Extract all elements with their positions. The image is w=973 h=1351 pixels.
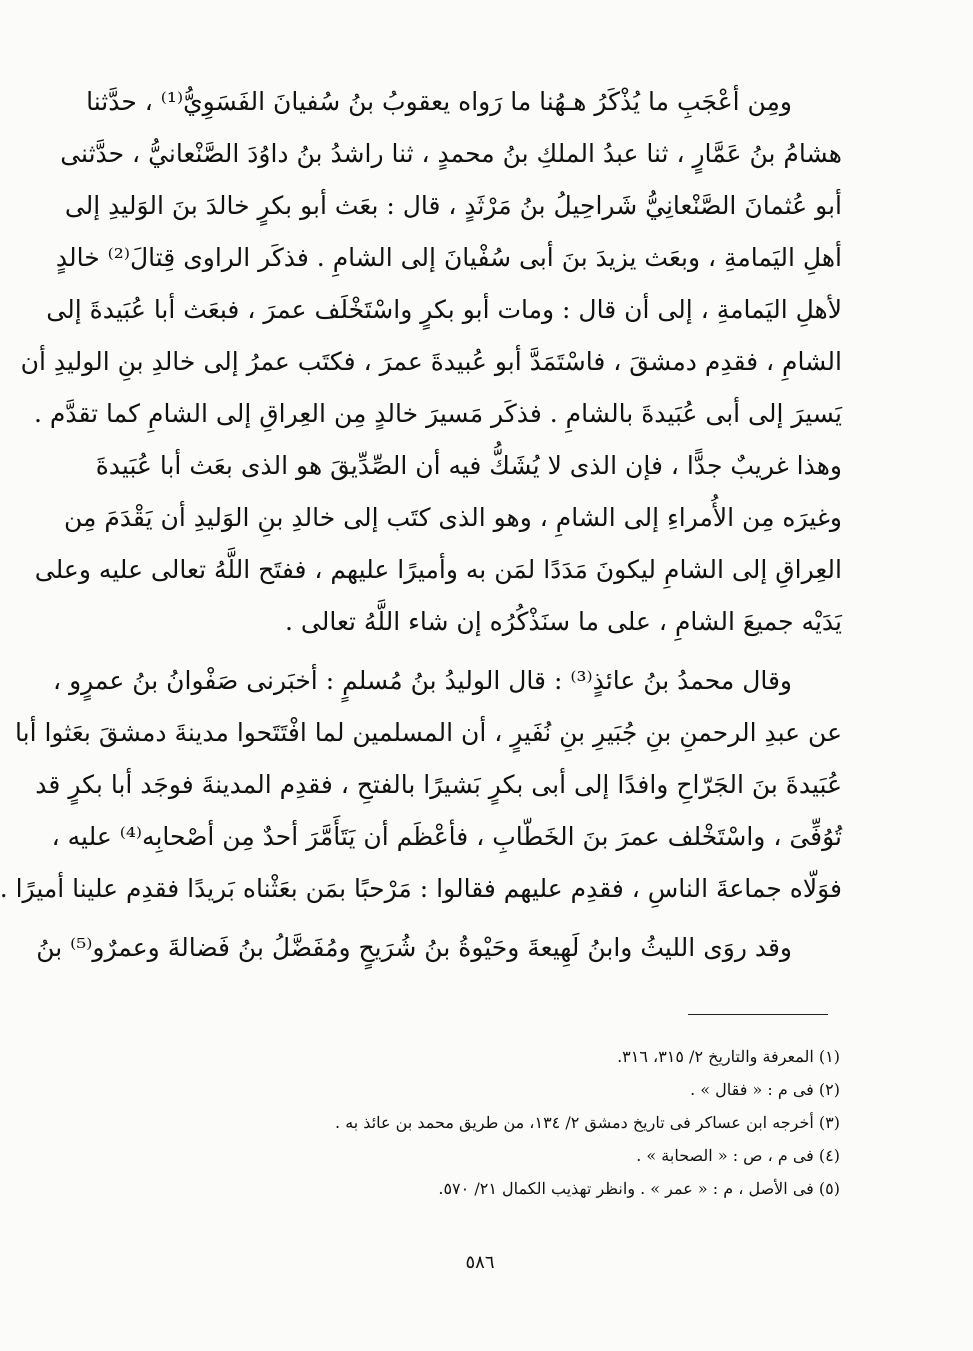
text-line: عن عبدِ الرحمنِ بنِ جُبَيرِ بنِ نُفَيرٍ ، أن المسلمين لما افْتَتَحوا مدينةَ دمشقَ بعَثوا أبا <box>15 718 842 747</box>
text-line: يَسيرَ إلى أبى عُبَيدةَ بالشامِ . فذكَر مَسيرَ خالدٍ مِن العِراقِ إلى الشامِ كما تقدَّم . <box>34 399 842 428</box>
main-text <box>0 76 842 974</box>
text-line: وقال محمدُ بنُ عائذٍ⁽³⁾ : قال الوليدُ بنُ مُسلمٍ : أخبَرنى صَفْوانُ بنُ عمرٍو ، <box>53 666 792 695</box>
footnote-4: (٤) فى م ، ص : « الصحابة » . <box>636 1146 840 1165</box>
paragraph-gap <box>132 915 842 922</box>
footnotes <box>240 1040 840 1205</box>
footnote-divider <box>688 1014 828 1015</box>
paragraph-1 <box>20 76 842 648</box>
text-line: عُبَيدةَ بنَ الجَرّاحِ وافدًا إلى أبى بكرٍ بَشيرًا بالفتحِ ، فقدِم المدينةَ فوجَد أبا بكرٍ قد <box>35 770 842 799</box>
footnote-5: (٥) فى الأصل ، م : « عمر » . وانظر تهذيب الكمال ٢١/ ٥٧٠. <box>438 1179 840 1198</box>
text-line: فوَلّاه جماعةَ الناسِ ، فقدِم عليهم فقالوا : مَرْحبًا بمَن بعَثْناه بَريدًا فقدِم علينا أميرًا . <box>0 874 842 903</box>
text-line: الشامِ ، فقدِم دمشقَ ، فاسْتَمَدَّ أبو عُبيدةَ عمرَ ، فكتَب عمرُ إلى خالدِ بنِ الوليدِ أن <box>20 347 842 376</box>
paragraph-3 <box>36 922 842 974</box>
text-line: تُوُفِّىَ ، واسْتَخْلف عمرَ بنَ الخَطّابِ ، فأعْظَم أن يَتَأَمَّرَ أحدٌ مِن أصْحابِه⁽⁴⁾ عليه ، <box>51 822 842 851</box>
text-line: يَدَيْه جميعَ الشامِ ، على ما سنَذْكُرُه إن شاء اللَّهُ تعالى . <box>285 607 842 636</box>
page-number: ٥٨٦ <box>465 1252 495 1273</box>
text-line: هشامُ بنُ عَمَّارٍ ، ثنا عبدُ الملكِ بنُ محمدٍ ، ثنا راشدُ بنُ داوُدَ الصَّنْعانيُّ ، حدَّثنى <box>60 139 842 168</box>
text-line: وهذا غريبٌ جدًّا ، فإن الذى لا يُشَكُّ فيه أن الصِّدِّيقَ هو الذى بعَث أبا عُبَيدةَ <box>95 451 842 480</box>
footnote-2: (٢) فى م : « فقال » . <box>690 1080 840 1099</box>
footnote-1: (١) المعرفة والتاريخ ٢/ ٣١٥، ٣١٦. <box>617 1047 840 1066</box>
paragraph-gap <box>132 648 842 655</box>
footnote-3: (٣) أخرجه ابن عساكر فى تاريخ دمشق ٢/ ١٣٤، من طريق محمد بن عائذ به . <box>335 1113 840 1132</box>
text-line: وقد روَى الليثُ وابنُ لَهِيعةَ وحَيْوةُ بنُ شُرَيحٍ ومُفَضَّلُ بنُ فَضالةَ وعمرٌو⁽⁵⁾ بنُ <box>36 933 792 962</box>
text-line: وغيرَه مِن الأُمراءِ إلى الشامِ ، وهو الذى كتَب إلى خالدِ بنِ الوَليدِ أن يَقْدَمَ مِن <box>63 503 842 532</box>
text-line: ومِن أعْجَبِ ما يُذْكَرُ هـهُنا ما رَواه يعقوبُ بنُ سُفيانَ الفَسَوِيُّ⁽¹⁾ ، حدَّثنا <box>86 87 792 116</box>
text-line: لأهلِ اليَمامةِ ، إلى أن قال : ومات أبو بكرٍ واسْتَخْلَف عمرَ ، فبعَث أبا عُبَيدةَ إلى <box>46 295 842 324</box>
text-line: العِراقِ إلى الشامِ ليكونَ مَدَدًا لمَن به وأميرًا عليهم ، ففتَح اللَّهُ تعالى عليه وعلى <box>34 555 842 584</box>
paragraph-2 <box>0 655 842 915</box>
text-line: أهلِ اليَمامةِ ، وبعَث يزيدَ بنَ أبى سُفْيانَ إلى الشامِ . فذكَر الراوى قِتالَ⁽²⁾ خالدٍ <box>55 243 842 272</box>
text-line: أبو عُثمانَ الصَّنْعانِيُّ شَراحِيلُ بنُ مَرْثَدٍ ، قال : بعَث أبو بكرٍ خالدَ بنَ الوَليدِ إلى <box>64 191 842 220</box>
